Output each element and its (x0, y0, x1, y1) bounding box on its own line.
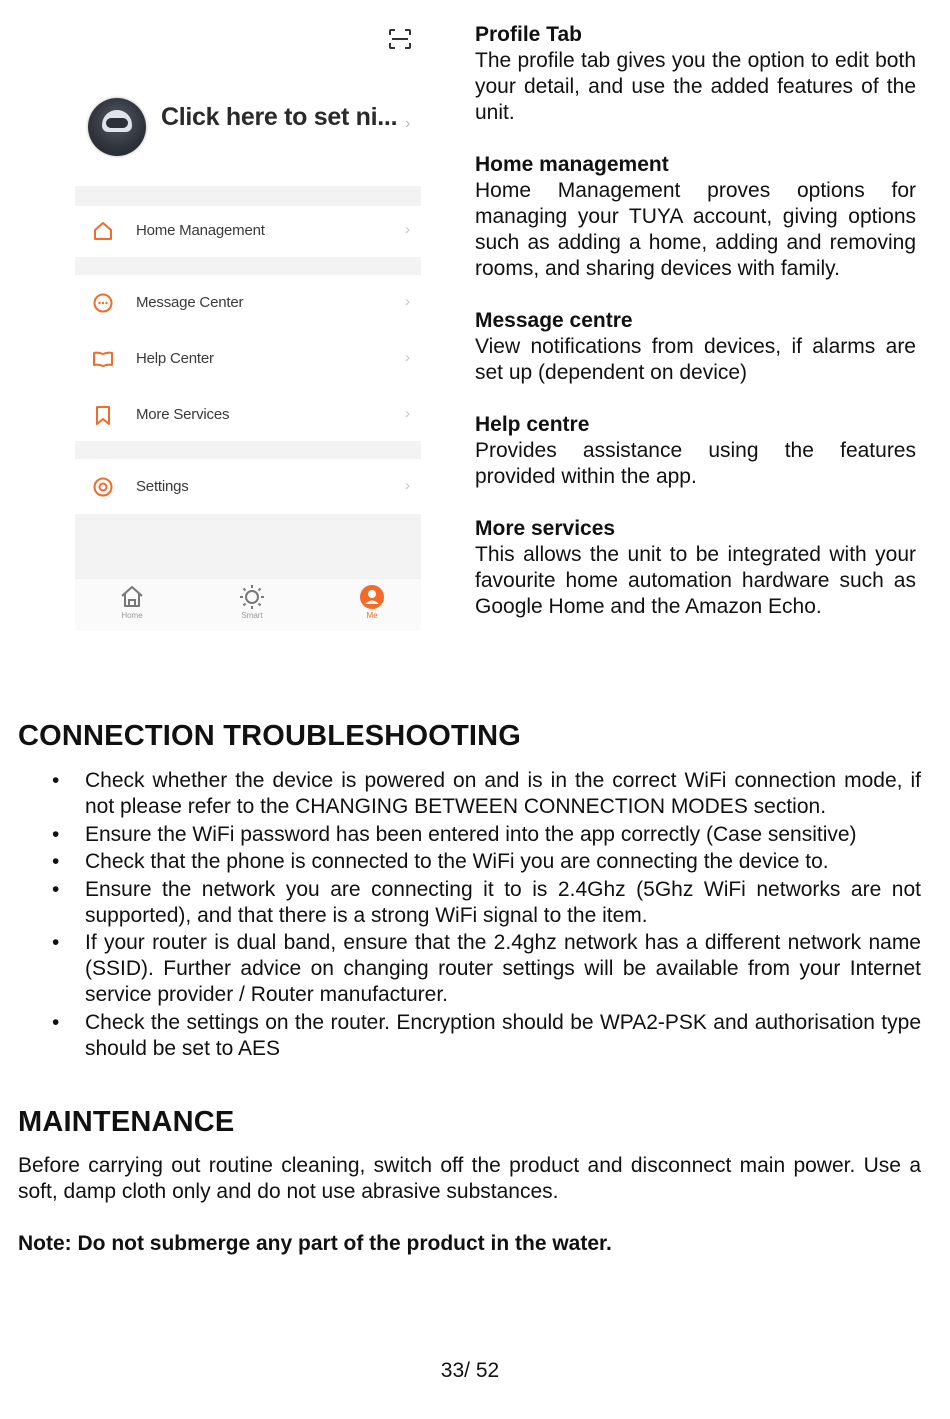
menu-item-help-center[interactable] (75, 337, 421, 381)
tab-me[interactable] (342, 579, 402, 631)
troubleshooting-list (18, 768, 921, 1063)
section-body: View notifications from devices, if alarms are set up (dependent on device) (475, 335, 916, 384)
app-screenshot (75, 20, 421, 630)
section-more-services (475, 516, 916, 620)
section-help-centre (475, 412, 916, 490)
menu-item-home-management[interactable] (75, 209, 421, 253)
list-item: • If your router is dual band, ensure that the 2.4ghz network has a different network name (SSID). Further advice on changing router settings will be available from your Internet service provider / Router manufacturer. (18, 930, 921, 1008)
section-heading: Help centre (475, 413, 590, 436)
section-body: This allows the unit to be integrated with your favourite home automation hardware such as Google Home and the Amazon Echo. (475, 543, 916, 618)
message-bubble-icon (92, 292, 114, 314)
tab-label: Me (366, 611, 378, 620)
section-heading: More services (475, 517, 616, 540)
list-item: • Check the settings on the router. Encryption should be WPA2-PSK and authorisation type should be set to AES (18, 1010, 921, 1062)
tab-bar (75, 578, 421, 631)
section-message-centre (475, 308, 916, 386)
menu-item-label: Message Center (136, 294, 244, 311)
chevron-right-icon: › (405, 221, 410, 238)
troubleshooting-title: CONNECTION TROUBLESHOOTING (18, 720, 522, 752)
menu-item-label: Help Center (136, 350, 214, 367)
menu-item-label: Settings (136, 478, 189, 495)
book-icon (92, 348, 114, 370)
bookmark-icon (92, 404, 114, 426)
feature-descriptions (475, 22, 916, 646)
list-item: • Ensure the network you are connecting it to is 2.4Ghz (5Ghz WiFi networks are not supported), and that there is a strong WiFi signal to the item. (18, 877, 921, 929)
chevron-right-icon: › (405, 349, 410, 366)
section-heading: Message centre (475, 309, 633, 332)
list-item: • Check whether the device is powered on and is in the correct WiFi connection mode, if not please refer to the CHANGING BETWEEN CONNECTION MODES section. (18, 768, 921, 820)
section-heading: Profile Tab (475, 23, 582, 46)
tab-smart[interactable] (222, 579, 282, 631)
section-profile-tab (475, 22, 916, 126)
scan-icon[interactable] (388, 28, 412, 50)
person-icon (358, 583, 386, 611)
nickname-link[interactable]: Click here to set ni... (161, 103, 398, 131)
chevron-right-icon: › (405, 405, 410, 422)
tab-home[interactable] (102, 579, 162, 631)
home-outline-icon (92, 220, 114, 242)
chevron-right-icon: › (405, 293, 410, 310)
sun-icon (238, 583, 266, 611)
section-home-management (475, 152, 916, 282)
maintenance-body: Before carrying out routine cleaning, switch off the product and disconnect main power. Use a soft, damp cloth only and do not use abrasive substances. (18, 1154, 921, 1203)
spacer (75, 514, 421, 578)
section-body: Home Management proves options for managing your TUYA account, giving options such as adding a home, adding and removing rooms, and sharing devices with family. (475, 179, 916, 280)
menu-item-label: More Services (136, 406, 230, 423)
home-tab-icon (118, 583, 146, 611)
chevron-right-icon: › (405, 477, 410, 494)
menu-item-more-services[interactable] (75, 393, 421, 437)
list-item: • Check that the phone is connected to the WiFi you are connecting the device to. (18, 849, 921, 875)
menu-item-settings[interactable] (75, 465, 421, 509)
tab-label: Smart (241, 611, 263, 620)
chevron-right-icon: › (405, 115, 411, 132)
maintenance-title: MAINTENANCE (18, 1106, 235, 1138)
section-body: Provides assistance using the features provided within the app. (475, 439, 916, 488)
avatar[interactable] (88, 98, 146, 156)
tab-label: Home (121, 611, 143, 620)
menu-item-label: Home Management (136, 222, 265, 239)
list-item: • Ensure the WiFi password has been entered into the app correctly (Case sensitive) (18, 822, 921, 848)
page-number: 33/ 52 (440, 1359, 500, 1382)
maintenance-note: Note: Do not submerge any part of the product in the water. (18, 1232, 612, 1255)
divider (75, 441, 421, 459)
section-heading: Home management (475, 153, 669, 176)
divider (75, 257, 421, 275)
section-body: The profile tab gives you the option to edit both your detail, and use the added features of the unit. (475, 49, 916, 124)
divider (75, 186, 421, 206)
settings-ring-icon (92, 476, 114, 498)
menu-item-message-center[interactable] (75, 281, 421, 325)
